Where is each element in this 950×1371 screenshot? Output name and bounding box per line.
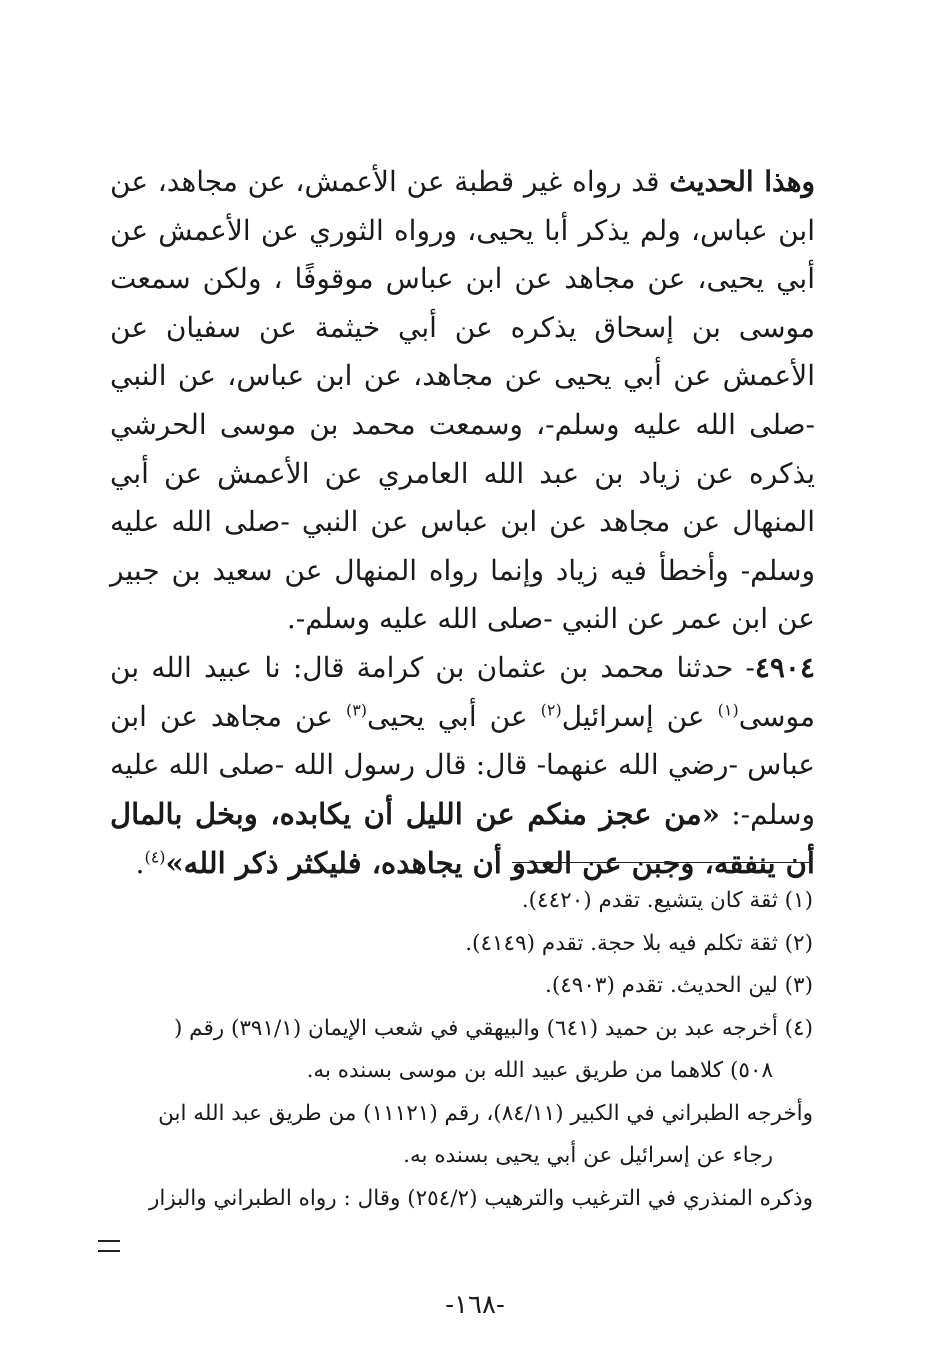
footnote-1: (١) ثقة كان يتشيع. تقدم (٤٤٢٠). [521,888,813,913]
paragraph-1 [110,158,815,644]
page-number: -١٦٨- [445,1290,505,1320]
hadith-text: «من عجز منكم عن الليل أن يكابده، وبخل بالمال أن ينفقه، وجبن عن العدو أن يجاهده، فليكثر ذكر الله» [110,796,815,881]
footnote-ref-3: (٣) [345,700,368,720]
paragraph-1-lead: وهذا الحديث [669,165,815,198]
footnote-4-line-3: وأخرجه الطبراني في الكبير (٨٤/١١)، رقم (١١١٢١) من طريق عبد الله ابن [158,1100,813,1126]
main-text [110,158,815,889]
isnad-part-3: عن أبي يحيى [367,699,541,733]
isnad-part-4: عن مجاهد عن ابن عباس -رضي الله عنهما- قال: قال رسول الله -صلى الله عليه وسلم-: [110,699,816,831]
continuation-mark [98,1240,120,1252]
paragraph-2-end: . [135,847,145,881]
footnote-ref-1: (١) [717,700,739,720]
paragraph-2 [110,644,815,889]
footnote-4-line-5: وذكره المنذري في الترغيب والترهيب (٢٥٤/٢) وقال : رواه الطبراني والبزار [148,1185,813,1211]
footnote-4-line-2: ٥٠٨) كلاهما من طريق عبيد الله بن موسى بسنده به. [306,1058,773,1083]
footnote-separator [512,862,809,863]
isnad-part-1: - حدثنا محمد بن عثمان بن كرامة قال: نا عبيد الله بن موسى [110,650,815,733]
isnad-part-2: عن إسرائيل [561,699,718,733]
footnote-ref-2: (٢) [540,700,562,720]
footnotes [95,880,813,1220]
paragraph-1-text: قد رواه غير قطبة عن الأعمش، عن مجاهد، عن ابن عباس، ولم يذكر أبا يحيى، ورواه الثوري عن الأعمش عن أبي يحيى، عن مجاهد عن ابن عباس موقوفًا ، ولكن سمعت موسى بن إسحاق يذكره عن أبي خيثمة عن سفيان عن الأعمش عن أبي يحيى عن مجاهد، عن ابن عباس، عن النبي -صلى الله عليه وسلم-، وسمعت محمد بن موسى الحرشي يذكره عن زياد بن عبد الله العامري عن الأعمش عن أبي المنهال عن مجاهد عن ابن عباس عن النبي -صلى الله عليه وسلم- وأخطأ فيه زياد وإنما رواه المنهال عن سعيد بن جبير عن ابن عمر عن النبي -صلى الله عليه وسلم-. [110,165,816,636]
footnote-3: (٣) لين الحديث. تقدم (٤٩٠٣). [545,973,813,998]
footnote-ref-4: (٤) [144,847,166,867]
footnote-4-line-1: (٤) أخرجه عبد بن حميد (٦٤١) والبيهقي في شعب الإيمان (٣٩١/١) رقم ( [173,1015,813,1041]
hadith-number: ٤٩٠٤ [754,650,815,684]
footnote-4-line-4: رجاء عن إسرائيل عن أبي يحيى بسنده به. [403,1143,773,1168]
footnote-2: (٢) ثقة تكلم فيه بلا حجة. تقدم (٤١٤٩). [465,930,813,956]
